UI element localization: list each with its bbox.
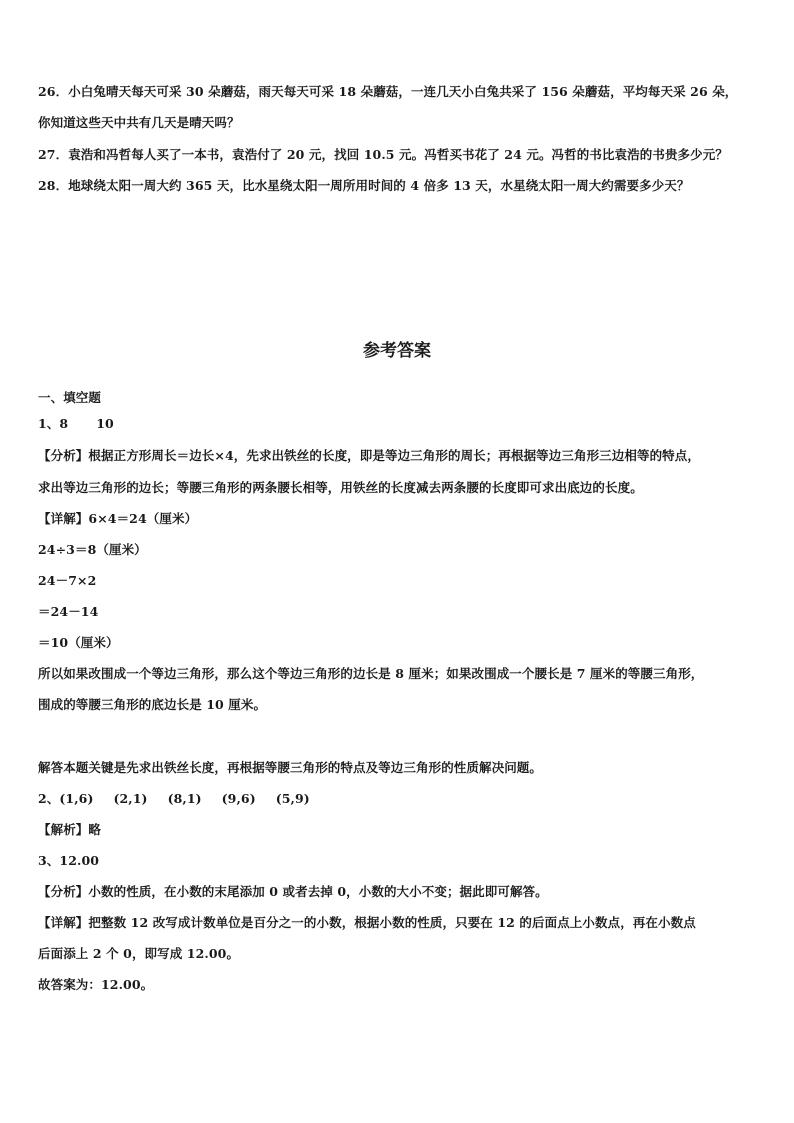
answer-1-detail-line-5: ＝10（厘米） (38, 635, 119, 650)
answer-1 (38, 415, 760, 433)
answer-3-detail-line-1: 【详解】把整数 12 改写成计数单位是百分之一的小数，根据小数的性质，只要在 12 的后面点上小数点，再在小数点 (38, 915, 696, 930)
answer-1-detail-line-1: 【详解】6×4＝24（厘米） (38, 511, 198, 526)
answer-1-tip: 解答本题关键是先求出铁丝长度，再根据等腰三角形的特点及等边三角形的性质解决问题。 (38, 760, 543, 775)
answer-1-detail-line-3: 24－7×2 (38, 573, 97, 588)
answer-2-point-5: (5,9) (275, 791, 310, 806)
answer-1-value: 10 (96, 416, 114, 431)
question-27: 27．袁浩和冯哲每人买了一本书，袁浩付了 20 元，找回 10.5 元。冯哲买书花了 24 元。冯哲的书比袁浩的书贵多少元？ (38, 147, 728, 162)
answer-1-conclusion-line-2: 围成的等腰三角形的底边长是 10 厘米。 (38, 697, 267, 712)
answer-2-number: 2、 (38, 791, 60, 806)
answer-3-detail-line-2: 后面添上 2 个 0，即写成 12.00。 (38, 946, 240, 961)
answer-2-point-3: (8,1) (167, 791, 202, 806)
answer-3-final: 故答案为：12.00。 (38, 977, 154, 992)
question-28: 28．地球绕太阳一周大约 365 天，比水星绕太阳一周所用时间的 4 倍多 13 天，水星绕太阳一周大约需要多少天？ (38, 178, 690, 193)
answer-1-number: 1、8 (38, 416, 69, 431)
question-26-line-1: 26．小白兔晴天每天可采 30 朵蘑菇，雨天每天可采 18 朵蘑菇，一连几天小白兔共采了 156 朵蘑菇，平均每天采 26 朵， (38, 84, 738, 99)
answer-2-point-4: (9,6) (221, 791, 256, 806)
answer-3: 3、12.00 (38, 853, 100, 868)
answer-1-conclusion-line-1: 所以如果改围成一个等边三角形，那么这个等边三角形的边长是 8 厘米；如果改围成一个腰长是 7 厘米的等腰三角形， (38, 666, 704, 681)
answer-2 (38, 790, 760, 808)
answer-1-analysis-line-1: 【分析】根据正方形周长＝边长×4，先求出铁丝的长度，即是等边三角形的周长；再根据等边三角形三边相等的特点， (38, 448, 700, 463)
answer-1-analysis-line-2: 求出等边三角形的边长；等腰三角形的两条腰长相等，用铁丝的长度减去两条腰的长度即可求出底边的长度。 (38, 480, 643, 495)
answer-2-analysis: 【解析】略 (38, 822, 102, 837)
answer-1-detail-line-2: 24÷3＝8（厘米） (38, 542, 147, 557)
section-heading-fill-in: 一、填空题 (38, 390, 102, 405)
answer-1-detail-line-4: ＝24－14 (38, 604, 99, 619)
question-26-line-2: 你知道这些天中共有几天是晴天吗？ (38, 115, 240, 130)
answer-2-point-1: (1,6) (59, 791, 94, 806)
answers-title: 参考答案 (363, 341, 431, 361)
answer-2-point-2: (2,1) (113, 791, 148, 806)
answer-3-analysis: 【分析】小数的性质，在小数的末尾添加 0 或者去掉 0，小数的大小不变；据此即可解答。 (38, 884, 548, 899)
